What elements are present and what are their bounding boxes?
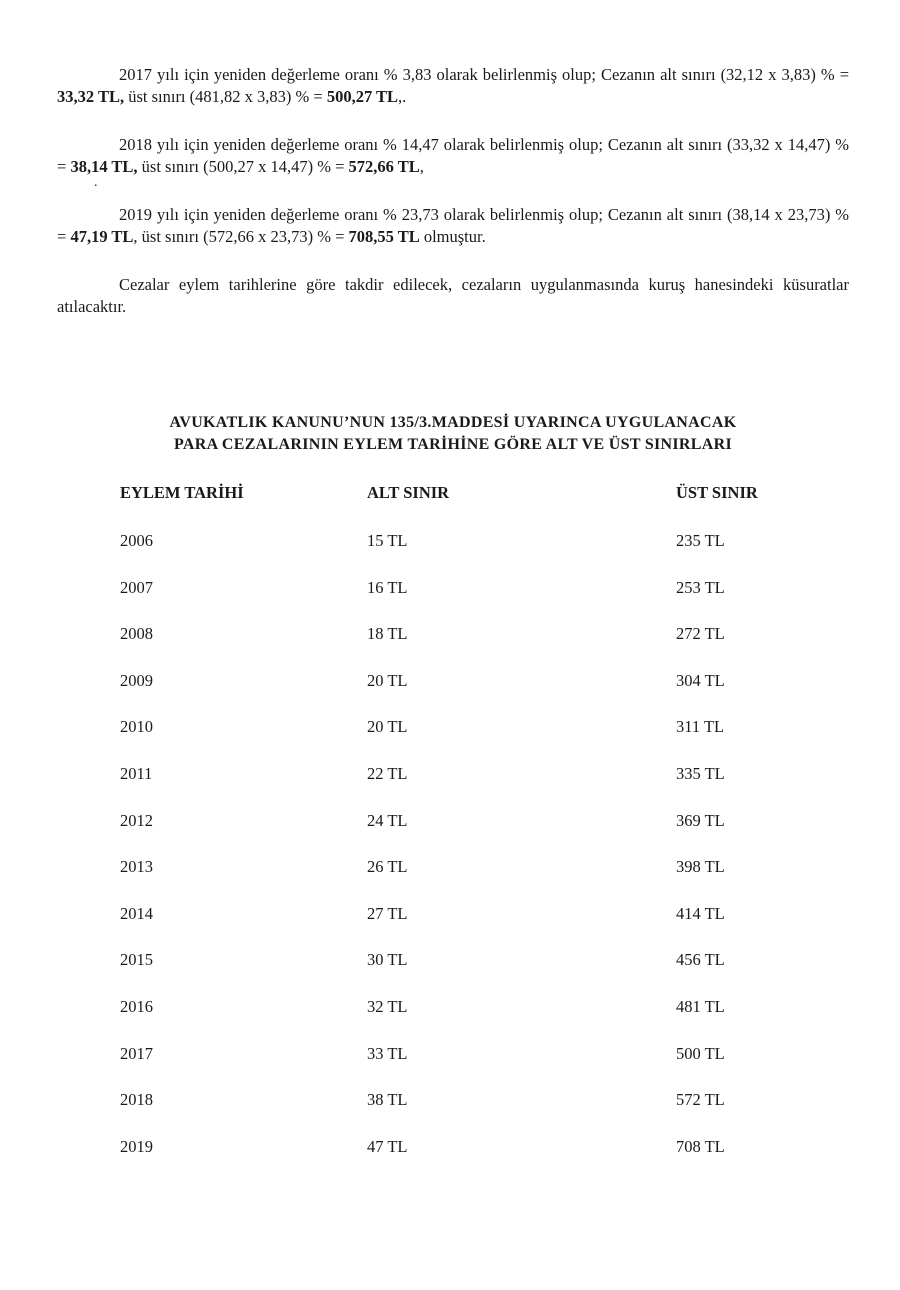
paragraph-text: üst sınırı (500,27 x 14,47) % =	[137, 157, 349, 176]
cell-upper-limit: 369 TL	[676, 811, 725, 830]
paragraph-text: Cezalar eylem tarihlerine göre takdir edilecek, cezaların uygulanmasında kuruş hanesindeki küsuratlar atılacaktır.	[57, 275, 849, 316]
cell-lower-limit: 26 TL	[367, 857, 408, 876]
paragraph-text: ,	[419, 157, 424, 176]
upper-limit-value: 500,27 TL	[326, 87, 399, 106]
cell-upper-limit: 500 TL	[676, 1044, 725, 1063]
table-title-line-1: AVUKATLIK KANUNU’NUN 135/3.MADDESİ UYARINCA UYGULANACAK	[169, 414, 737, 431]
upper-limit-value: 572,66 TL	[348, 157, 420, 176]
cell-year: 2017	[120, 1044, 153, 1063]
cell-lower-limit: 20 TL	[367, 671, 408, 690]
cell-year: 2007	[120, 578, 153, 597]
cell-year: 2014	[120, 904, 153, 923]
cell-year: 2018	[120, 1090, 153, 1109]
cell-lower-limit: 33 TL	[367, 1044, 408, 1063]
column-header-lower-limit: ALT SINIR	[367, 483, 450, 502]
cell-year: 2013	[120, 857, 153, 876]
cell-year: 2006	[120, 531, 153, 550]
cell-upper-limit: 708 TL	[676, 1137, 725, 1156]
cell-upper-limit: 456 TL	[676, 950, 725, 969]
paragraph-text: 2018 yılı için yeniden değerleme oranı % 14,47 olarak belirlenmiş olup; Cezanın alt sınırı (33,32 x 14,47) % =	[57, 135, 849, 176]
cell-upper-limit: 311 TL	[676, 717, 725, 736]
cell-year: 2015	[120, 950, 153, 969]
cell-upper-limit: 253 TL	[676, 578, 725, 597]
cell-year: 2012	[120, 811, 153, 830]
cell-year: 2010	[120, 717, 153, 736]
cell-lower-limit: 24 TL	[367, 811, 408, 830]
paragraph-2019-revaluation	[57, 204, 849, 248]
lower-limit-value: 38,14 TL,	[70, 157, 138, 176]
cell-year: 2008	[120, 624, 153, 643]
cell-lower-limit: 16 TL	[367, 578, 408, 597]
cell-upper-limit: 272 TL	[676, 624, 725, 643]
paragraph-rounding-note	[57, 274, 849, 318]
column-header-year: EYLEM TARİHİ	[120, 483, 244, 502]
paragraph-2017-revaluation	[57, 64, 849, 108]
cell-lower-limit: 30 TL	[367, 950, 408, 969]
cell-lower-limit: 27 TL	[367, 904, 408, 923]
cell-lower-limit: 32 TL	[367, 997, 408, 1016]
paragraph-2018-revaluation	[57, 134, 849, 178]
cell-lower-limit: 47 TL	[367, 1137, 408, 1156]
cell-year: 2011	[120, 764, 153, 783]
cell-lower-limit: 20 TL	[367, 717, 408, 736]
cell-upper-limit: 414 TL	[676, 904, 725, 923]
cell-upper-limit: 481 TL	[676, 997, 725, 1016]
table-title-line-2: PARA CEZALARININ EYLEM TARİHİNE GÖRE ALT VE ÜST SINIRLARI	[174, 436, 732, 453]
paragraph-text: , üst sınırı (572,66 x 23,73) % =	[133, 227, 349, 246]
cell-lower-limit: 22 TL	[367, 764, 408, 783]
cell-lower-limit: 15 TL	[367, 531, 408, 550]
cell-upper-limit: 398 TL	[676, 857, 725, 876]
column-header-upper-limit: ÜST SINIR	[676, 483, 758, 502]
paragraph-text: olmuştur.	[419, 227, 486, 246]
cell-upper-limit: 335 TL	[676, 764, 725, 783]
paragraph-text: 2019 yılı için yeniden değerleme oranı % 23,73 olarak belirlenmiş olup; Cezanın alt sınırı (38,14 x 23,73) % =	[57, 205, 849, 246]
paragraph-text: ,.	[398, 87, 407, 106]
cell-upper-limit: 572 TL	[676, 1090, 725, 1109]
lower-limit-value: 33,32 TL,	[57, 87, 125, 106]
stray-mark: .	[94, 175, 98, 190]
cell-year: 2009	[120, 671, 153, 690]
cell-upper-limit: 304 TL	[676, 671, 725, 690]
cell-upper-limit: 235 TL	[676, 531, 725, 550]
paragraph-text: üst sınırı (481,82 x 3,83) % =	[124, 87, 327, 106]
paragraph-text: 2017 yılı için yeniden değerleme oranı % 3,83 olarak belirlenmiş olup; Cezanın alt sınırı (32,12 x 3,83) % =	[119, 65, 849, 84]
cell-lower-limit: 18 TL	[367, 624, 408, 643]
upper-limit-value: 708,55 TL	[348, 227, 420, 246]
cell-year: 2016	[120, 997, 153, 1016]
cell-year: 2019	[120, 1137, 153, 1156]
cell-lower-limit: 38 TL	[367, 1090, 408, 1109]
lower-limit-value: 47,19 TL	[70, 227, 134, 246]
